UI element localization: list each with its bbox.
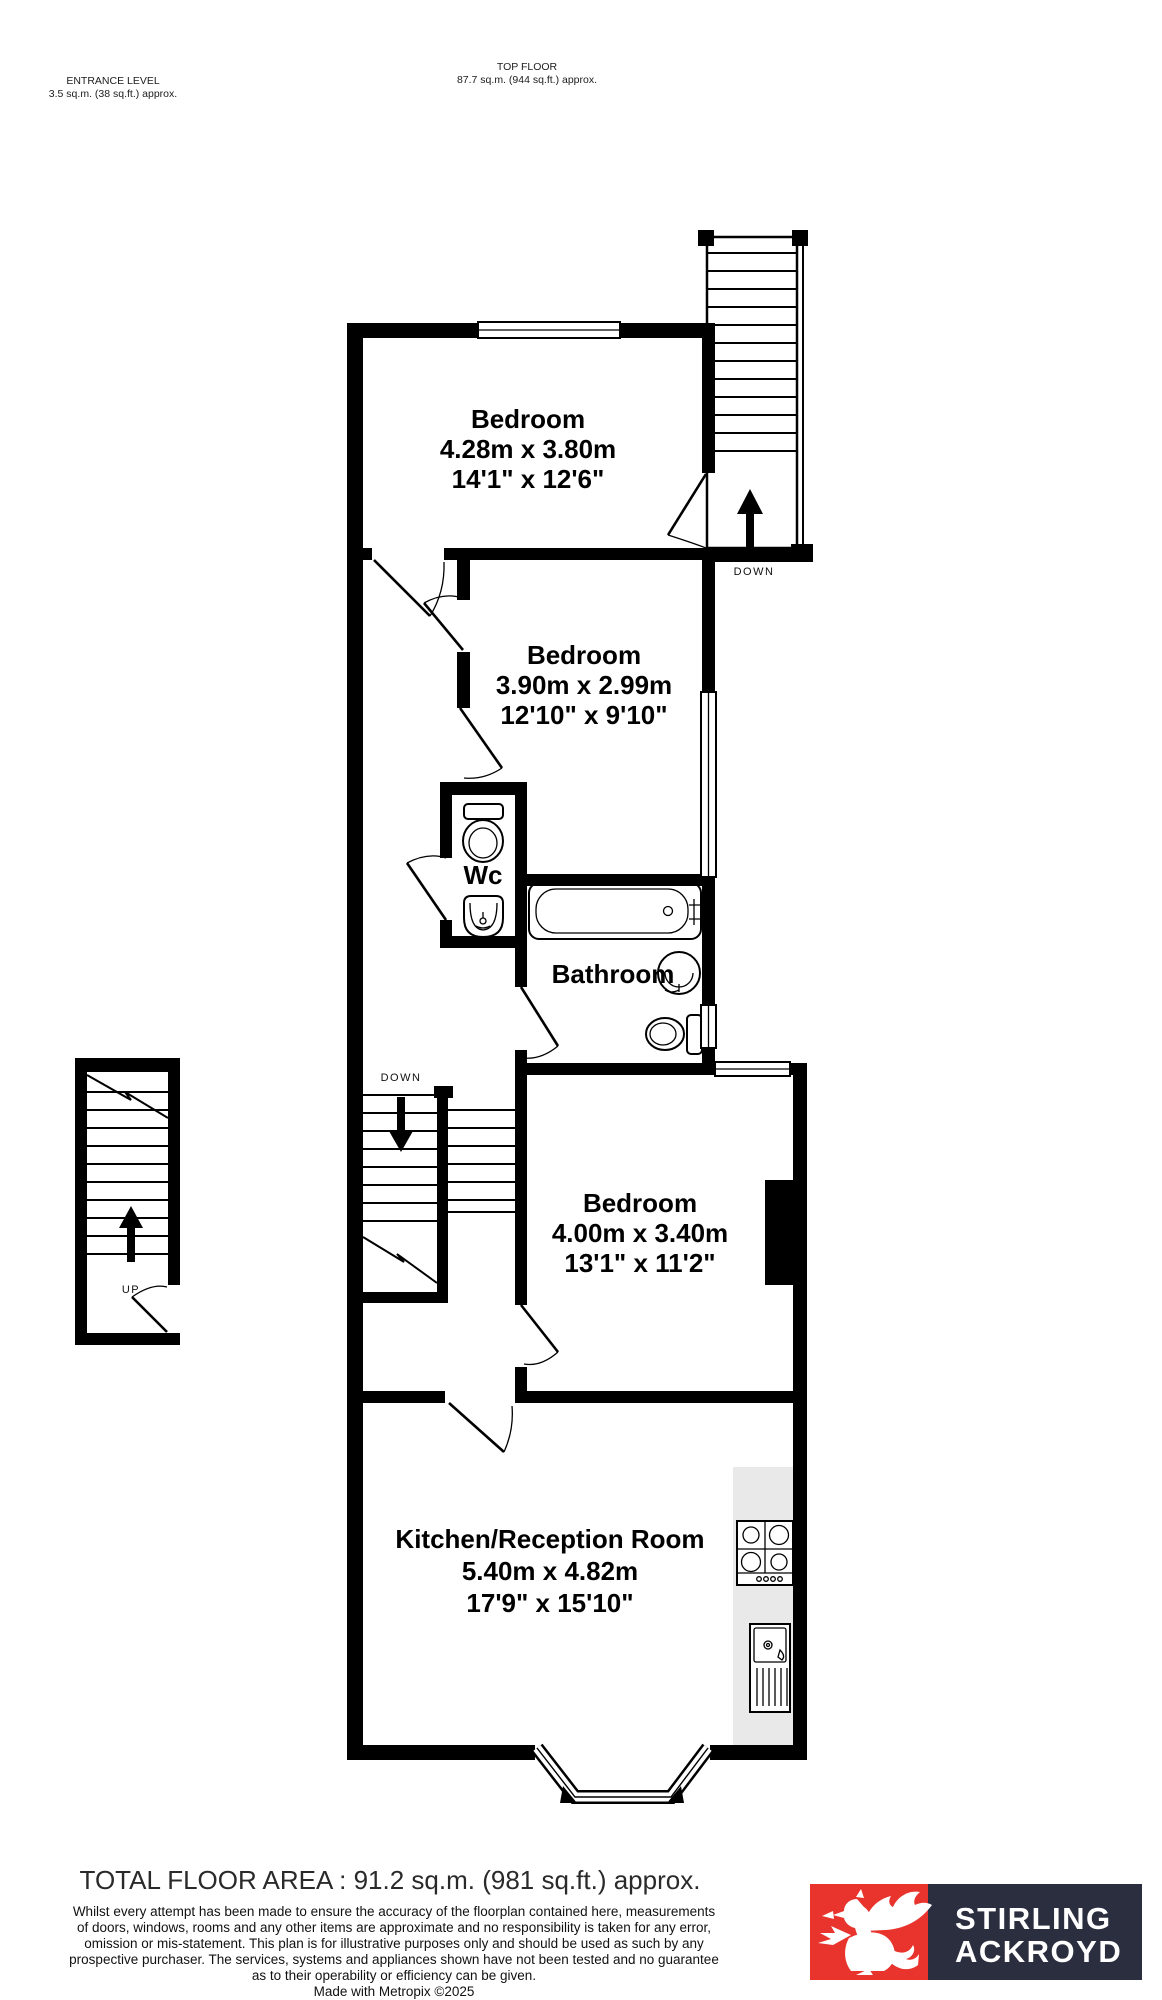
stirling-ackroyd-logo xyxy=(810,1884,1142,1980)
door xyxy=(424,596,463,650)
bathroom-toilet-icon xyxy=(646,1015,702,1054)
disclaimer-line: of doors, windows, rooms and any other items are approximate and no responsibility is taken for any error, xyxy=(76,1920,712,1935)
top-stairs-down-label: DOWN xyxy=(733,566,775,578)
window xyxy=(478,322,620,338)
top-floor-title: TOP FLOOR xyxy=(496,61,558,73)
room-name: Bedroom xyxy=(526,640,642,670)
room-label-kitchen xyxy=(395,1524,704,1618)
room-dim-imperial: 12'10" x 9'10" xyxy=(500,700,668,730)
window xyxy=(715,1062,790,1076)
bathtub-icon xyxy=(529,883,701,939)
room-dim-imperial: 13'1" x 11'2" xyxy=(564,1248,716,1278)
room-label-wc: Wc xyxy=(463,860,503,890)
top-floor-area: 87.7 sq.m. (944 sq.ft.) approx. xyxy=(456,74,598,86)
room-dim-metric: 5.40m x 4.82m xyxy=(461,1556,639,1586)
metropix-credit: Made with Metropix ©2025 xyxy=(313,1984,475,1999)
entrance-level-area: 3.5 sq.m. (38 sq.ft.) approx. xyxy=(48,88,178,100)
room-name: Kitchen/Reception Room xyxy=(395,1524,705,1554)
wc-toilet-icon xyxy=(463,804,503,862)
entrance-level-label xyxy=(49,75,177,100)
room-name: Bedroom xyxy=(582,1188,698,1218)
middle-stairs-down-label: DOWN xyxy=(380,1072,422,1084)
bay-window xyxy=(537,1748,708,1803)
entrance-staircase xyxy=(75,1058,180,1345)
middle-staircase xyxy=(360,1072,515,1303)
room-dim-metric: 3.90m x 2.99m xyxy=(495,670,673,700)
room-name: Bedroom xyxy=(470,404,586,434)
room-dim-metric: 4.00m x 3.40m xyxy=(551,1218,729,1248)
down-arrow-icon xyxy=(389,1097,413,1152)
door xyxy=(521,987,558,1058)
disclaimer-line: Whilst every attempt has been made to ensure the accuracy of the floorplan contained here, measurements xyxy=(72,1904,716,1919)
room-label-bedroom3 xyxy=(552,1188,728,1278)
door-leaf xyxy=(132,1297,167,1332)
total-floor-area: TOTAL FLOOR AREA : 91.2 sq.m. (981 sq.ft.) approx. xyxy=(79,1865,701,1895)
logo-line1: STIRLING xyxy=(955,1901,1112,1936)
entrance-stairs-up-label: UP xyxy=(121,1284,141,1296)
door xyxy=(449,1403,512,1452)
hob-icon xyxy=(737,1521,793,1585)
door xyxy=(407,856,446,920)
entrance-level-title: ENTRANCE LEVEL xyxy=(66,75,160,87)
door xyxy=(374,560,444,616)
window xyxy=(701,692,716,877)
room-label-bedroom1 xyxy=(440,404,616,494)
top-floor-label xyxy=(457,61,597,86)
room-label-bedroom2 xyxy=(496,640,672,730)
room-dim-metric: 4.28m x 3.80m xyxy=(439,434,617,464)
kitchen-counter xyxy=(733,1467,793,1745)
disclaimer-line: as to their operability or efficiency can be given. xyxy=(251,1968,537,1983)
disclaimer-line: prospective purchaser. The services, systems and appliances shown have not been tested and no guarantee xyxy=(69,1952,719,1967)
room-dim-imperial: 14'1" x 12'6" xyxy=(451,464,605,494)
door xyxy=(668,474,706,548)
sink-icon xyxy=(750,1624,790,1712)
disclaimer-line: omission or mis-statement. This plan is for illustrative purposes only and should be used as such by any xyxy=(84,1936,704,1951)
room-dim-imperial: 17'9" x 15'10" xyxy=(466,1588,634,1618)
door xyxy=(460,708,502,778)
door xyxy=(521,1305,558,1365)
top-staircase xyxy=(698,230,813,578)
room-label-bathroom: Bathroom xyxy=(551,959,675,989)
window xyxy=(701,1005,716,1048)
wc-basin-icon xyxy=(464,896,503,937)
disclaimer xyxy=(69,1904,719,1999)
logo-line2: ACKROYD xyxy=(955,1934,1123,1969)
